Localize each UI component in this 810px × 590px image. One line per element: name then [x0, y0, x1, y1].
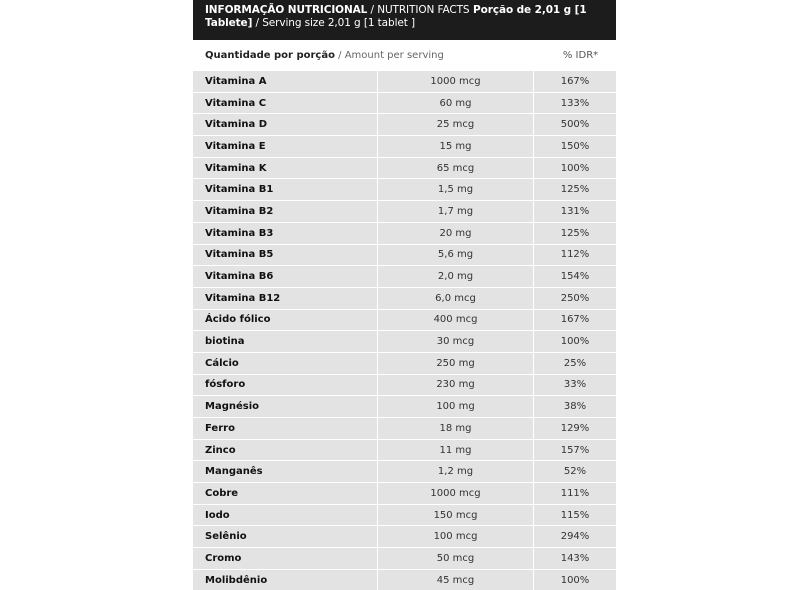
nutrient-idr: 100%	[560, 336, 590, 348]
nutrient-name: Cálcio	[193, 353, 378, 374]
idr-column-label: % IDR*	[562, 49, 599, 61]
table-row	[193, 288, 616, 310]
table-row	[193, 396, 616, 418]
nutrition-facts-table	[193, 0, 616, 590]
table-row	[193, 331, 616, 353]
amount-label-light: / Amount per serving	[334, 49, 444, 61]
table-row	[193, 353, 616, 375]
nutrient-amount: 1000 mcg	[378, 71, 534, 92]
header-title-bold: INFORMAÇÃO NUTRICIONAL	[205, 4, 368, 16]
nutrient-idr: 112%	[560, 249, 590, 261]
nutrient-name: Vitamina B3	[193, 223, 378, 244]
nutrient-amount: 25 mcg	[378, 114, 534, 135]
nutrient-amount: 150 mcg	[378, 505, 534, 526]
nutrient-name: Vitamina B5	[193, 245, 378, 266]
nutrient-amount: 100 mcg	[378, 526, 534, 547]
nutrient-amount: 2,0 mg	[378, 266, 534, 287]
table-row	[193, 461, 616, 483]
header-serving-light: / Serving size 2,01 g [1 tablet ]	[252, 17, 415, 29]
table-row	[193, 375, 616, 397]
table-row	[193, 440, 616, 462]
table-row	[193, 158, 616, 180]
nutrient-name: Vitamina B12	[193, 288, 378, 309]
header-serving-bold-1: Porção de 2,01 g [1	[469, 4, 587, 16]
header-serving-bold-2: Tablete]	[205, 17, 253, 29]
nutrient-idr: 52%	[563, 466, 587, 478]
table-row	[193, 310, 616, 332]
nutrient-name: Vitamina A	[193, 71, 378, 92]
table-row	[193, 526, 616, 548]
nutrient-amount: 250 mg	[378, 353, 534, 374]
table-row	[193, 266, 616, 288]
table-row	[193, 179, 616, 201]
table-row	[193, 418, 616, 440]
nutrient-amount: 18 mg	[378, 418, 534, 439]
nutrient-amount: 6,0 mcg	[378, 288, 534, 309]
table-row	[193, 136, 616, 158]
nutrient-name: Iodo	[193, 505, 378, 526]
nutrient-name: Vitamina K	[193, 158, 378, 179]
nutrient-amount: 1000 mcg	[378, 483, 534, 504]
nutrient-amount: 5,6 mg	[378, 245, 534, 266]
nutrient-idr: 157%	[560, 444, 590, 456]
table-row	[193, 71, 616, 93]
nutrient-amount: 50 mcg	[378, 548, 534, 569]
nutrient-idr: 125%	[560, 184, 590, 196]
nutrient-name: Vitamina D	[193, 114, 378, 135]
nutrient-idr: 500%	[560, 119, 590, 131]
nutrient-name: Vitamina C	[193, 93, 378, 114]
nutrient-amount: 45 mcg	[378, 570, 534, 590]
nutrient-amount: 15 mg	[378, 136, 534, 157]
nutrient-idr: 100%	[560, 162, 590, 174]
nutrient-idr: 25%	[563, 357, 587, 369]
table-row	[193, 114, 616, 136]
table-row	[193, 548, 616, 570]
table-row	[193, 201, 616, 223]
nutrient-idr: 115%	[560, 509, 590, 521]
nutrient-idr: 167%	[560, 75, 590, 87]
nutrient-idr: 129%	[560, 422, 590, 434]
header-title-light: / NUTRITION FACTS	[367, 4, 470, 16]
nutrient-name: Vitamina B6	[193, 266, 378, 287]
nutrient-amount: 20 mg	[378, 223, 534, 244]
nutrient-idr: 33%	[563, 379, 587, 391]
nutrient-name: Vitamina E	[193, 136, 378, 157]
nutrient-name: Selênio	[193, 526, 378, 547]
table-row	[193, 93, 616, 115]
nutrient-amount: 65 mcg	[378, 158, 534, 179]
amount-label-bold: Quantidade por porção	[205, 49, 335, 61]
table-row	[193, 245, 616, 267]
nutrient-idr: 38%	[563, 401, 587, 413]
nutrient-amount: 11 mg	[378, 440, 534, 461]
table-subheader	[193, 40, 616, 70]
nutrient-idr: 125%	[560, 227, 590, 239]
nutrient-amount: 1,5 mg	[378, 179, 534, 200]
nutrient-amount: 30 mcg	[378, 331, 534, 352]
nutrient-name: Cromo	[193, 548, 378, 569]
table-row	[193, 570, 616, 590]
nutrient-amount: 230 mg	[378, 375, 534, 396]
nutrient-name: fósforo	[193, 375, 378, 396]
nutrient-idr: 154%	[560, 271, 590, 283]
nutrient-idr: 294%	[560, 531, 590, 543]
nutrient-amount: 400 mcg	[378, 310, 534, 331]
nutrient-amount: 1,2 mg	[378, 461, 534, 482]
nutrient-name: Ferro	[193, 418, 378, 439]
nutrient-amount: 1,7 mg	[378, 201, 534, 222]
nutrient-name: biotina	[193, 331, 378, 352]
nutrient-idr: 150%	[560, 140, 590, 152]
nutrient-idr: 131%	[560, 205, 590, 217]
nutrient-rows	[193, 70, 616, 590]
nutrient-amount: 60 mg	[378, 93, 534, 114]
nutrient-name: Vitamina B2	[193, 201, 378, 222]
table-row	[193, 505, 616, 527]
nutrient-idr: 250%	[560, 292, 590, 304]
table-row	[193, 483, 616, 505]
nutrient-idr: 167%	[560, 314, 590, 326]
nutrient-name: Zinco	[193, 440, 378, 461]
nutrient-name: Vitamina B1	[193, 179, 378, 200]
nutrient-name: Magnésio	[193, 396, 378, 417]
nutrient-amount: 100 mg	[378, 396, 534, 417]
nutrient-name: Cobre	[193, 483, 378, 504]
nutrient-idr: 133%	[560, 97, 590, 109]
nutrient-idr: 100%	[560, 574, 590, 586]
nutrient-name: Molibdênio	[193, 570, 378, 590]
table-row	[193, 223, 616, 245]
amount-per-serving-label	[193, 50, 545, 61]
nutrient-idr: 143%	[560, 552, 590, 564]
nutrient-name: Ácido fólico	[193, 310, 378, 331]
table-header	[193, 0, 616, 40]
nutrient-name: Manganês	[193, 461, 378, 482]
nutrient-idr: 111%	[560, 487, 590, 499]
